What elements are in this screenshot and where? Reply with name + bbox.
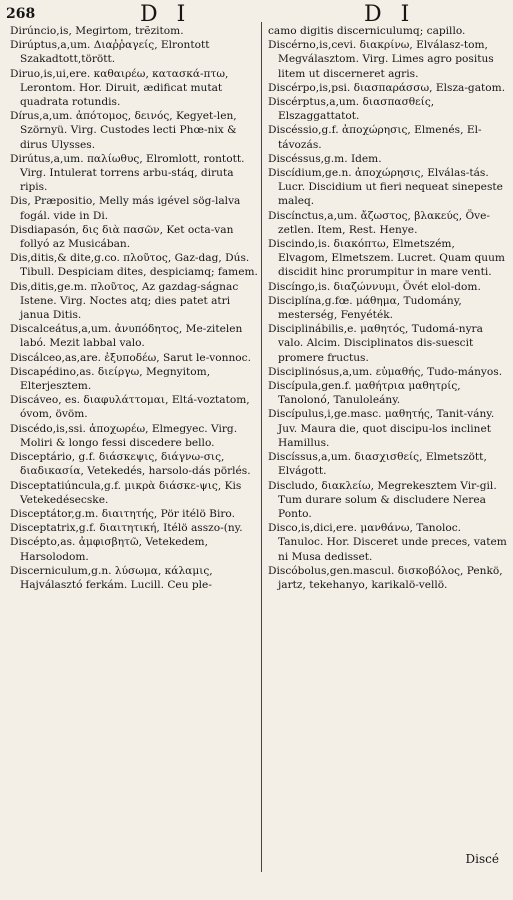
dictionary-entry: Disciplína,g.fœ. μάθημα, Tudomány, mesterség, Fenyéték. — [268, 294, 462, 322]
dictionary-entry: Dis,ditis,ge.m. πλοῦτος, Az gazdag-ságnac Istene. Virg. Noctes atq; dies patet atri janua Ditis. — [10, 280, 239, 322]
dictionary-entry: camo digitis discerniculumq; capillo. — [268, 25, 466, 37]
dictionary-entry: Dis,ditis,& dite,g.co. πλοῦτος, Gaz-dag, Dús. Tibull. Despiciam dites, despiciamq; famem. — [10, 252, 258, 279]
dictionary-entry: Disceptátor,g.m. διαιτητής, Pör itélö Biro. — [10, 507, 235, 520]
right-running-head: D I — [364, 2, 416, 27]
catchword: Discé — [465, 852, 499, 866]
dictionary-entry: Discóbolus,gen.mascul. δισκοβόλος, Penkö, jartz, tekehanyo, karikalö-vellö. — [268, 564, 503, 591]
dictionary-entry: Discéssio,g.f. ἀποχώρησις, Elmenés, El-távozás. — [268, 124, 482, 151]
page-header — [0, 0, 513, 26]
dictionary-entry: Disco,is,dici,ere. μανθάνω, Tanoloc. Tanuloc. Hor. Disceret unde preces, vatem ni Musa dedisset. — [268, 522, 507, 563]
dictionary-entry: Diruo,is,ui,ere. καθαιρέω, κατασκά-πτω, Lerontom. Hor. Diruit, ædificat mutat quadrata rotundis. — [10, 67, 229, 109]
dictionary-entry: Dirútus,a,um. παλίωθυς, Elromlott, rontott. Virg. Intulerat torrens arbu-stáq, diruta ripis. — [10, 152, 245, 194]
dictionary-entry: Discapédino,as. διείργω, Megnyitom, Elterjesztem. — [10, 365, 211, 393]
dictionary-entry: Discédo,is,ssi. ἀποχωρέω, Elmegyec. Virg. Moliri & longo fessi discedere bello. — [10, 422, 238, 449]
dictionary-entry: Discéssus,g.m. Idem. — [268, 152, 382, 165]
dictionary-entry: Disciplinábilis,e. μαθητός, Tudomá-nyra valo. Alcim. Disciplinatos dis-suescit promere fructus. — [268, 323, 483, 364]
dictionary-entry: Discérno,is,cevi. διακρίνω, Elválasz-tom, Megválasztom. Virg. Limes agro positus litem ut discerneret agris. — [268, 39, 494, 80]
left-column — [10, 24, 258, 876]
dictionary-entry: Discíngo,is. διαζώννυμι, Övét elol-dom. — [268, 280, 481, 293]
dictionary-entry: Discalceátus,a,um. ἀνυπόδητος, Me-zitelen labó. Mezit labbal valo. — [10, 323, 243, 350]
dictionary-entry: Dis, Præpositio, Melly más igével sög-lalva fogál. vide in Di. — [10, 195, 241, 222]
dictionary-entry: Discindo,is. διακόπτω, Elmetszém, Elvagom, Elmetszem. Lucret. Quam quum discidit hinc prorumpitur in mare venti. — [268, 238, 505, 279]
dictionary-entry: Dirúncio,is, Megirtom, trẽzitom. — [10, 25, 184, 37]
dictionary-entry: Discínctus,a,um. ἄζωστος, βλακεύς, Öve-zetlen. Item, Rest. Henye. — [268, 209, 490, 236]
dictionary-entry: Disdiapasón, δις διὰ πασῶν, Ket octa-van follyó az Musicában. — [10, 223, 234, 251]
right-column — [268, 24, 508, 876]
dictionary-entry: Discérpo,is,psi. διασπαράσσω, Elsza-gatom. — [268, 81, 506, 94]
dictionary-entry: Disceptatiúncula,g.f. μικρὰ διάσκε-ψις, Kis Vetekedésecske. — [10, 479, 242, 506]
dictionary-entry: Discerniculum,g.n. λύσωμα, κάλαμις, Hajválasztó ferkám. Lucill. Ceu ple- — [10, 564, 213, 591]
left-running-head: D I — [140, 2, 192, 27]
dictionary-entry: Discépto,as. ἀμφισβητῶ, Vetekedem, Harsolodom. — [10, 536, 208, 563]
dictionary-entry: Discérptus,a,um. διασπασθείς, Elszaggattatot. — [268, 96, 435, 123]
column-divider — [261, 22, 262, 872]
dictionary-entry: Discídium,ge.n. ἀποχώρησις, Elválas-tás. Lucr. Discidium ut fieri nequeat sinepeste maleq. — [268, 167, 503, 208]
dictionary-entry: Dírus,a,um. ἀπότομος, δεινός, Kegyet-len, Szörnyü. Virg. Custodes lecti Phœ-nix & dirus Ulysses. — [10, 110, 237, 151]
page-number: 268 — [6, 6, 36, 22]
dictionary-entry: Discludo, διακλείω, Megrekesztem Vir-gil. Tum durare solum & discludere Nerea Ponto. — [268, 479, 497, 520]
dictionary-entry: Dirúptus,a,um. Διαῤῥαγείς, Elrontott Szakadtott,törött. — [10, 39, 210, 66]
dictionary-entry: Disciplinósus,a,um. εὐμαθής, Tudo-mányos. — [268, 365, 503, 378]
dictionary-entry: Discálceo,as,are. ἐξυποδέω, Sarut le-vonnoc. — [10, 351, 251, 364]
dictionary-entry: Discíssus,a,um. διασχισθείς, Elmetszött, Elvágott. — [268, 451, 487, 478]
dictionary-entry: Disceptário, g.f. διάσκεψις, διάγνω-σις, διαδικασία, Vetekedés, harsolo-dás pörlés. — [10, 451, 251, 478]
dictionary-entry: Disceptatrix,g.f. διαιτητική, Itélö asszo-(ny. — [10, 522, 243, 535]
dictionary-entry: Discáveo, es. διαφυλάττομαι, Eltá-voztatom, óvom, övöm. — [10, 394, 250, 421]
dictionary-entry: Discípula,gen.f. μαθήτρια μαθητρίς, Tanolonó, Tanuloleány. — [268, 380, 461, 407]
dictionary-entry: Discípulus,i,ge.masc. μαθητής, Tanit-vány. Juv. Maura die, quot discipu-los inclinet Hamillus. — [268, 408, 495, 449]
